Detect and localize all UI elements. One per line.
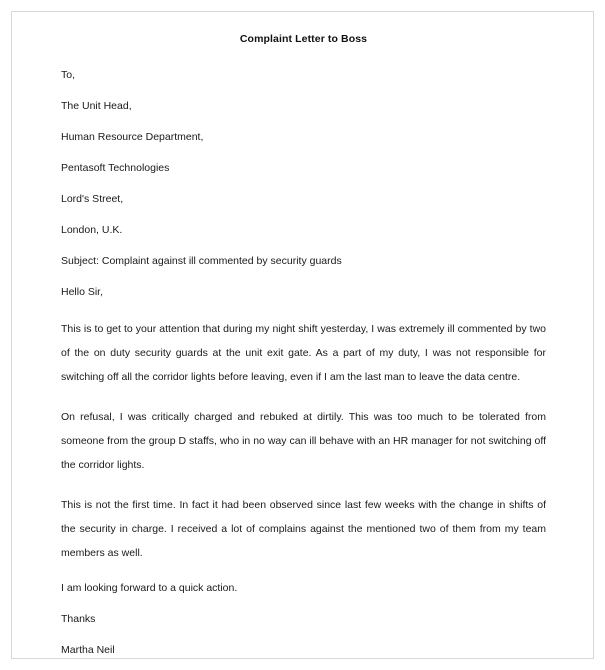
salutation: Hello Sir, bbox=[61, 286, 104, 298]
closing-request: I am looking forward to a quick action. bbox=[61, 582, 238, 594]
recipient-line-street: Lord's Street, bbox=[61, 193, 124, 205]
subject-line: Subject: Complaint against ill commented by security guards bbox=[61, 255, 342, 267]
recipient-line-city: London, U.K. bbox=[61, 224, 123, 236]
recipient-line-company: Pentasoft Technologies bbox=[61, 162, 170, 174]
recipient-line-department: Human Resource Department, bbox=[61, 131, 204, 143]
recipient-line-to: To, bbox=[61, 69, 76, 81]
body-paragraph-3: This is not the first time. In fact it had been observed since last few weeks with the change in shifts of the security in charge. I received a lot of complains against the mentioned two of them from my team members as well. bbox=[61, 499, 546, 559]
recipient-line-unit-head: The Unit Head, bbox=[61, 100, 132, 112]
body-paragraph-2: On refusal, I was critically charged and rebuked at dirtily. This was too much to be tolerated from someone from the group D staffs, who in no way can ill behave with an HR manager for not switching off the corridor lights. bbox=[61, 411, 546, 471]
signature-name: Martha Neil bbox=[61, 644, 115, 656]
sign-off: Thanks bbox=[61, 613, 96, 625]
body-paragraph-1: This is to get to your attention that during my night shift yesterday, I was extremely ill commented by two of the on duty security guards at the unit exit gate. As a part of my duty, I was not responsible for switching off all the corridor lights before leaving, even if I am the last man to leave the data centre. bbox=[61, 323, 546, 383]
page-title: Complaint Letter to Boss bbox=[239, 33, 368, 45]
letter-content bbox=[61, 32, 546, 657]
letter-page bbox=[11, 11, 594, 659]
